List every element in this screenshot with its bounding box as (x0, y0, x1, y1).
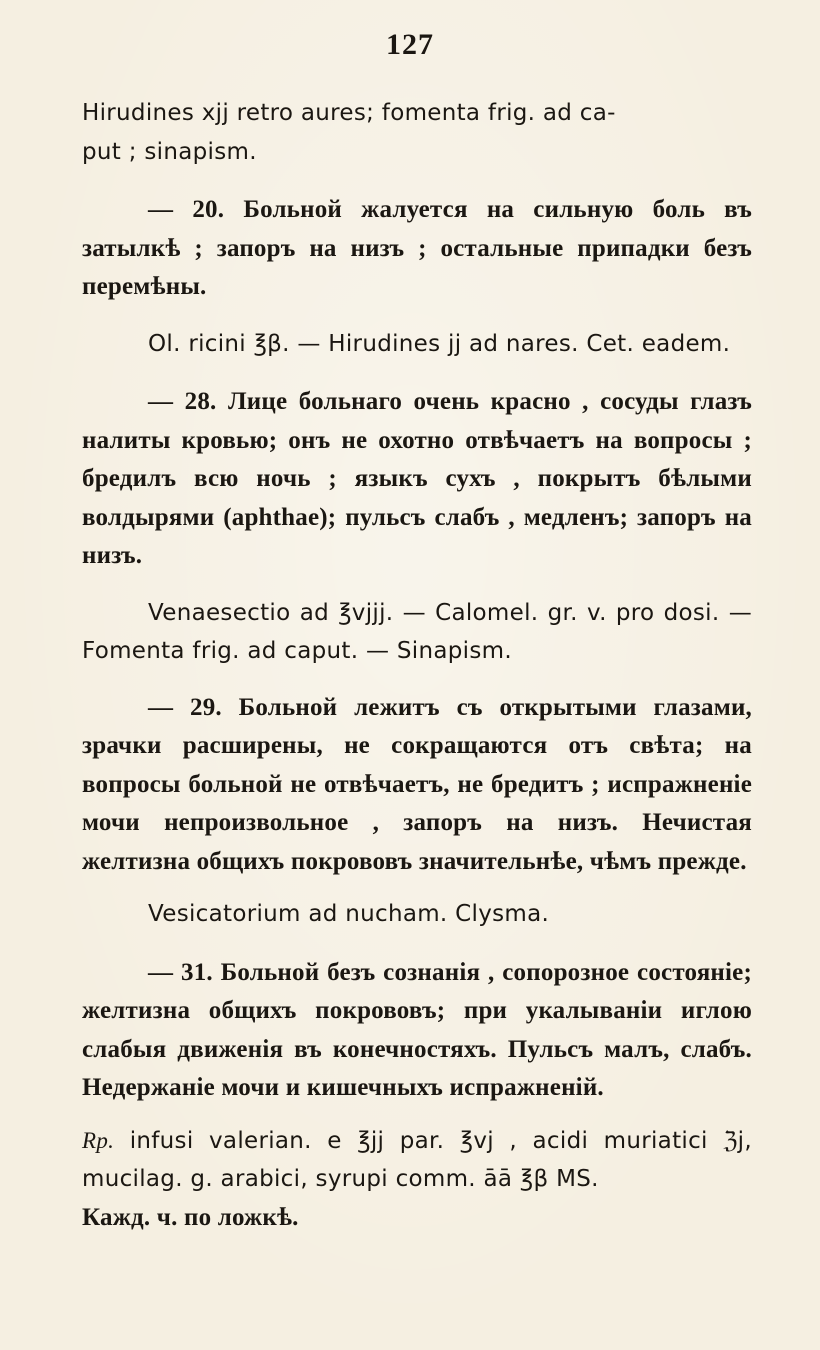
paragraph-prescription-4: Vesicatorium ad nucham. Clysma. (148, 901, 550, 927)
paragraph-prescription-2: Ol. ricini ℥β. — Hirudines jj ad nares. Cet. eadem. (148, 330, 731, 357)
paragraph-day-20: — 20. Больной жалуется на сильную боль въ затылкѣ ; запоръ на низъ ; остальные припадки безъ перемѣны. (82, 196, 752, 300)
recipe-mark: Rp. (82, 1127, 115, 1153)
paragraph-line: put ; sinapism. (82, 138, 257, 165)
paragraph-day-29: — 29. Больной лежитъ съ открытыми глазами, зрачки расширены, не сокращаются отъ свѣта; на вопросы больной не отвѣчаетъ, не бредитъ ; испражненіе мочи непроизвольное , запоръ на низъ. Нечистая желтизна общихъ покрововъ значительнѣе, чѣмъ прежде. (82, 693, 752, 875)
recipe-dosage: Кажд. ч. по ложкѣ. (82, 1203, 299, 1231)
page-number: 127 (386, 28, 434, 61)
recipe-text: infusi valerian. e ℥jj par. ℥vj , acidi muriatici ℨj, mucilag. g. arabici, syrupi comm. āā ℥β MS. (82, 1127, 752, 1192)
paragraph-prescription-1 (82, 94, 752, 171)
paragraph-line: Hirudines xjj retro aures; fomenta frig. ad ca- (82, 100, 616, 126)
paragraph-prescription-5 (82, 1122, 752, 1238)
paragraph-day-28: — 28. Лице больнаго очень красно , сосуды глазъ налиты кровью; онъ не охотно отвѣчаетъ на вопросы ; бредилъ всю ночь ; языкъ сухъ , покрытъ бѣлыми волдырями (aphthae); пульсъ слабъ , медленъ; запоръ на низъ. (82, 388, 752, 569)
page-content (82, 94, 752, 1237)
paragraph-prescription-3: Venaesectio ad ℥vjjj. — Calomel. gr. v. pro dosi. — Fomenta frig. ad caput. — Sinapism. (82, 599, 752, 664)
paragraph-day-31: — 31. Больной безъ сознанія , сопорозное состояніе; желтизна общихъ покрововъ; при укалываніи иглою слабыя движенія въ конечностяхъ. Пульсъ малъ, слабъ. Недержаніе мочи и кишечныхъ испражненій. (82, 958, 752, 1101)
